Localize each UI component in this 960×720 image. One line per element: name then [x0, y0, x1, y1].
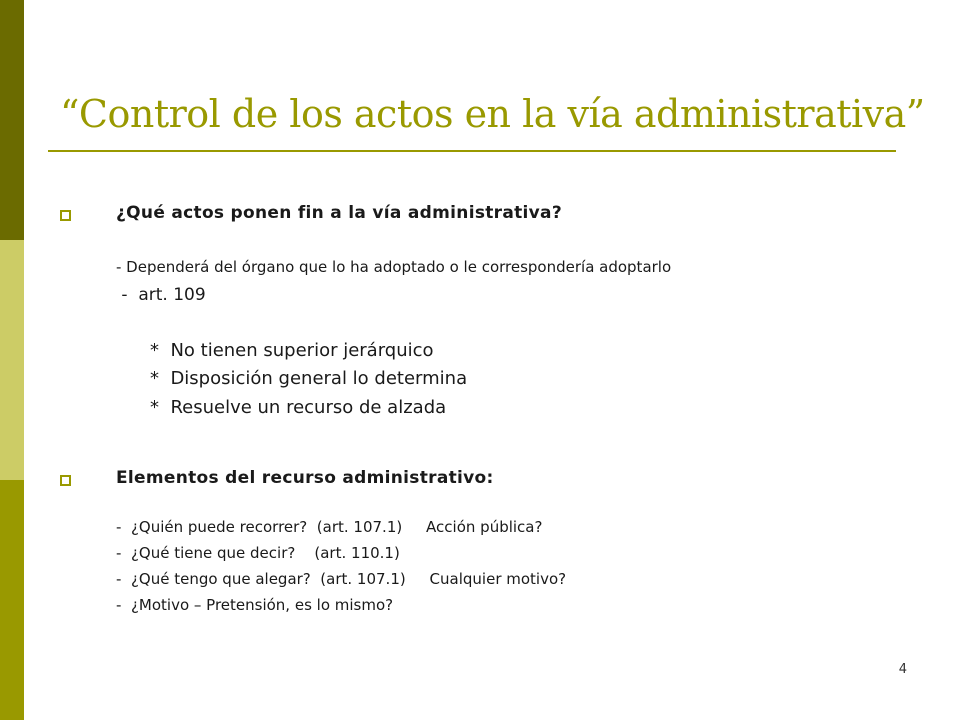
- section2-item: - ¿Qué tiene que decir? (art. 110.1): [116, 544, 400, 562]
- page-number: 4: [898, 662, 907, 677]
- section1-heading: ¿Qué actos ponen fin a la vía administrativa?: [116, 203, 562, 223]
- sidebar-segment-olive: [0, 480, 24, 720]
- section2-heading: Elementos del recurso administrativo:: [116, 468, 494, 488]
- section2-item: - ¿Qué tengo que alegar? (art. 107.1) Cualquier motivo?: [116, 570, 567, 588]
- title-divider: [48, 150, 896, 152]
- sidebar-decoration: [0, 0, 24, 720]
- section1-item: * Resuelve un recurso de alzada: [150, 397, 447, 418]
- sidebar-segment-light: [0, 240, 24, 480]
- sidebar-segment-dark: [0, 0, 24, 240]
- section2-item: - ¿Motivo – Pretensión, es lo mismo?: [116, 596, 394, 614]
- square-bullet-icon: [60, 475, 71, 486]
- square-bullet-icon: [60, 210, 71, 221]
- section1-item: * No tienen superior jerárquico: [150, 340, 434, 361]
- section1-item: * Disposición general lo determina: [150, 368, 468, 389]
- section2-item: - ¿Quién puede recorrer? (art. 107.1) Acción pública?: [116, 518, 543, 536]
- section1-line1: - Dependerá del órgano que lo ha adoptado o le correspondería adoptarlo: [116, 258, 672, 276]
- section1-line2: - art. 109: [116, 285, 206, 305]
- slide-title: “Control de los actos en la vía administrativa”: [60, 92, 925, 136]
